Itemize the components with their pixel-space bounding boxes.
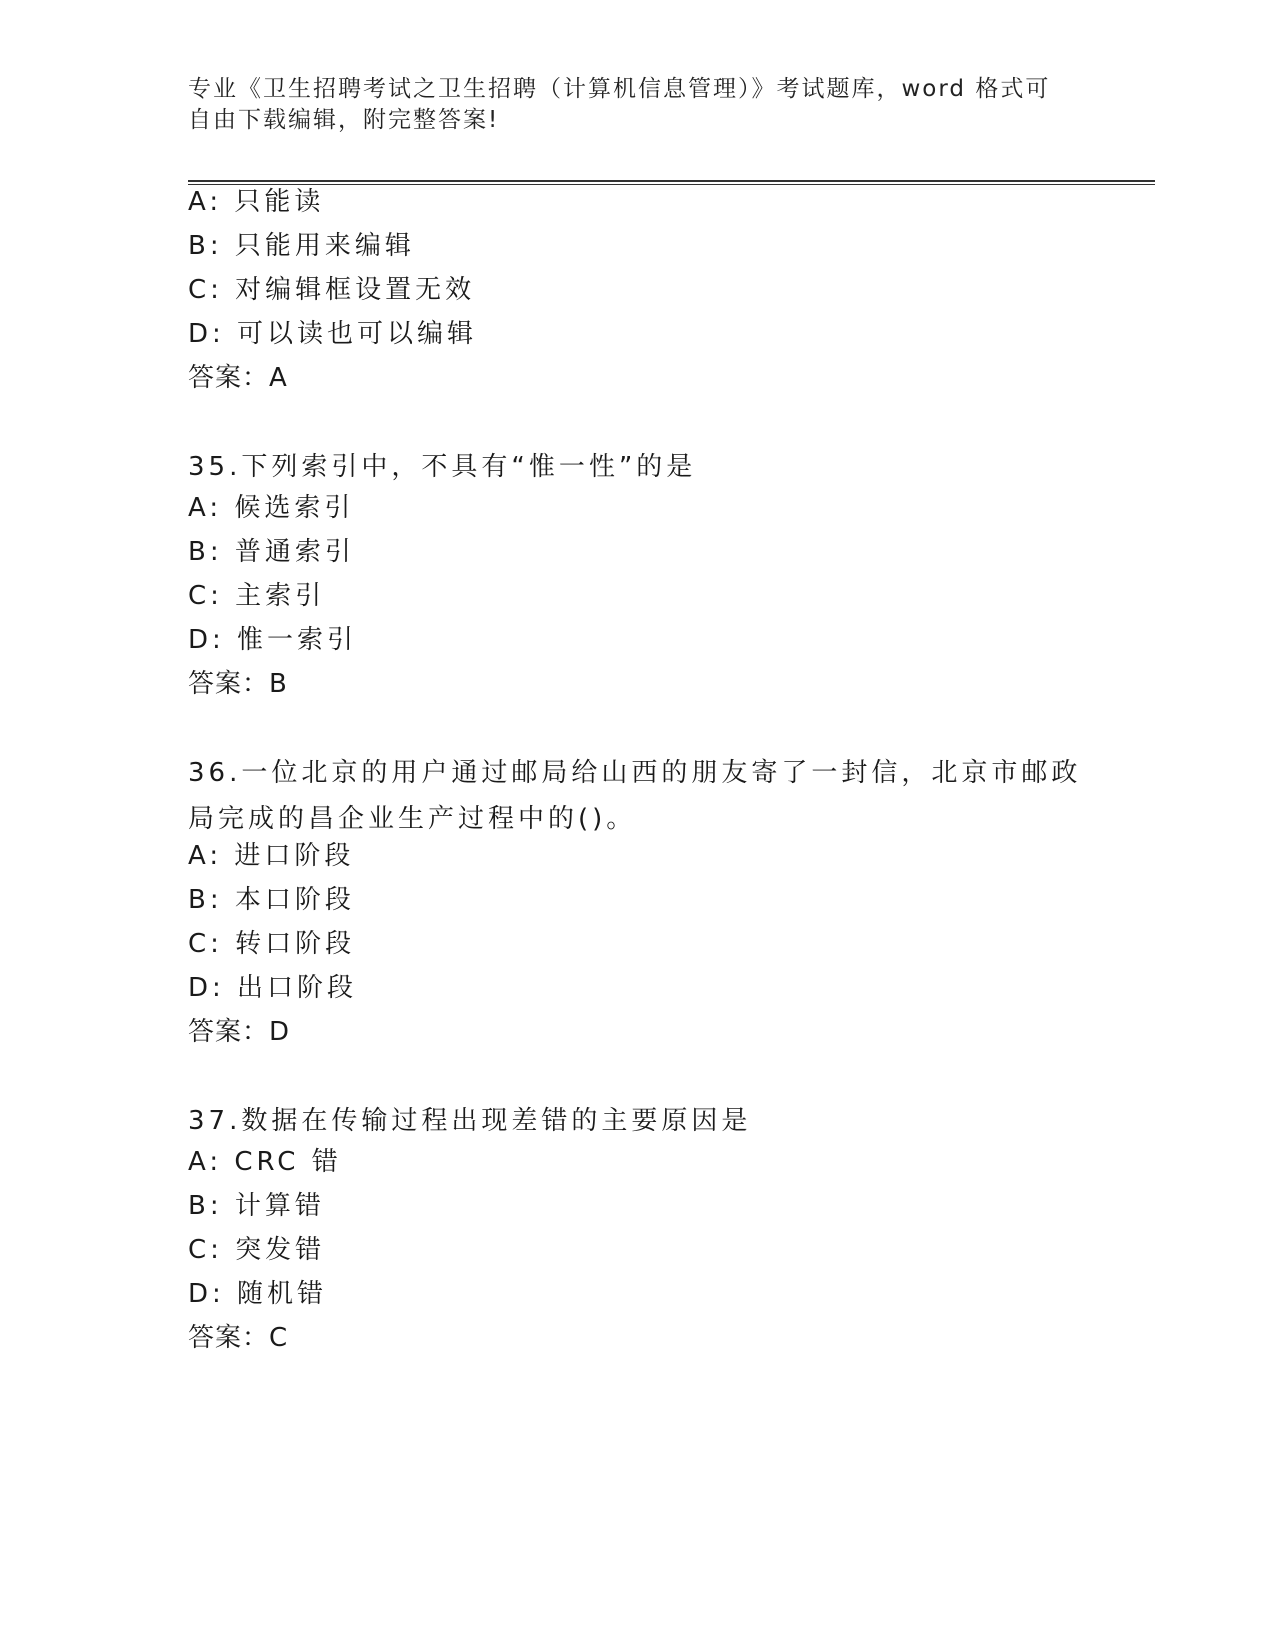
q34-option-c: C: 对编辑框设置无效 (188, 275, 476, 305)
q37-answer (188, 1320, 289, 1356)
q37-option-b: B: 计算错 (188, 1191, 325, 1221)
answer-value: C (269, 1323, 290, 1353)
q35-answer (188, 666, 289, 702)
q37-option-d: D: 随机错 (188, 1279, 328, 1309)
answer-label: 答案： (188, 363, 270, 393)
q34-option-a: A: 只能读 (188, 187, 325, 217)
q37-option-a: A: CRC 错 (188, 1147, 342, 1177)
header-divider (188, 180, 1155, 185)
answer-value: A (269, 363, 289, 393)
q37-option-c: C: 突发错 (188, 1235, 326, 1265)
q36-option-c: C: 转口阶段 (188, 929, 356, 959)
q36-answer (188, 1014, 291, 1050)
q35-question: 35.下列索引中，不具有“惟一性”的是 (188, 452, 697, 482)
q34-answer (188, 360, 289, 396)
q35-option-a: A: 候选索引 (188, 493, 355, 523)
q37-question: 37.数据在传输过程出现差错的主要原因是 (188, 1106, 752, 1136)
q35-option-d: D: 惟一索引 (188, 625, 358, 655)
q34-option-b: B: 只能用来编辑 (188, 231, 415, 261)
answer-value: D (269, 1017, 292, 1047)
q36-question: 36.一位北京的用户通过邮局给山西的朋友寄了一封信，北京市邮政局完成的昌企业生产过程中的()。 (188, 758, 1082, 834)
q34-option-d: D: 可以读也可以编辑 (188, 319, 478, 349)
answer-label: 答案： (188, 1323, 270, 1353)
answer-value: B (269, 669, 289, 699)
answer-label: 答案： (188, 1017, 270, 1047)
q36-option-d: D: 出口阶段 (188, 973, 358, 1003)
q36-option-b: B: 本口阶段 (188, 885, 355, 915)
q36-option-a: A: 进口阶段 (188, 841, 355, 871)
answer-label: 答案： (188, 669, 270, 699)
q35-option-b: B: 普通索引 (188, 537, 355, 567)
document-header: 专业《卫生招聘考试之卫生招聘（计算机信息管理）》考试题库，word 格式可自由下载编辑，附完整答案! (188, 76, 1051, 133)
q35-option-c: C: 主索引 (188, 581, 326, 611)
